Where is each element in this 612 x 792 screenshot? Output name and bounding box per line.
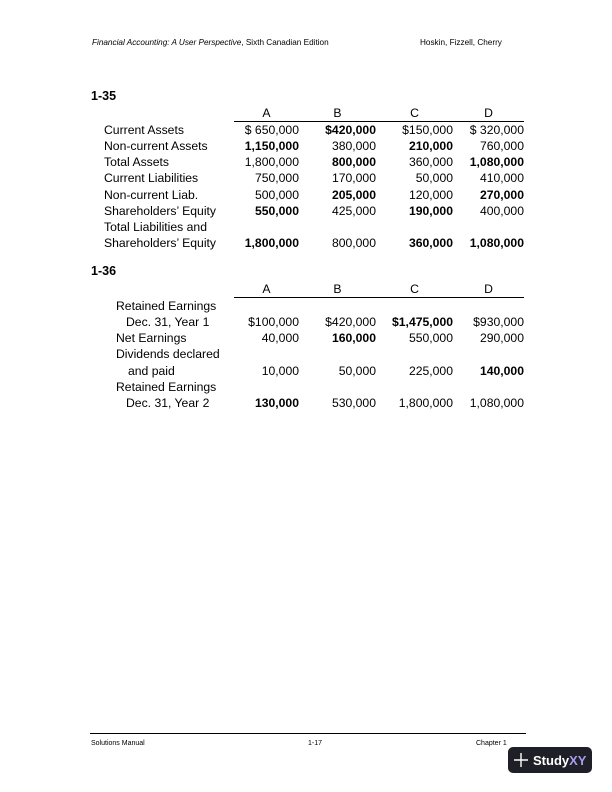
cell-value: 120,000 [408, 187, 453, 202]
cell-value: 50,000 [338, 363, 376, 378]
cell-value: 270,000 [479, 187, 524, 202]
footer-chapter: Chapter 1 [476, 740, 507, 747]
cell-value: $1,475,000 [392, 315, 453, 330]
footer-page-number: 1-17 [308, 740, 323, 747]
row-label: Shareholders’ Equity [104, 235, 217, 250]
table-row [104, 362, 524, 378]
book-edition: , Sixth Canadian Edition [241, 38, 329, 47]
problem-1-36-table [104, 281, 524, 411]
footer-left: Solutions Manual [91, 740, 145, 747]
cell-value: 800,000 [331, 155, 376, 170]
column-header-a: A [234, 105, 299, 122]
cell-value: 40,000 [261, 331, 299, 346]
table-header-row [104, 105, 524, 122]
table-row [104, 395, 524, 411]
row-label: and paid [128, 363, 175, 378]
row-label: Non-current Assets [104, 139, 208, 154]
row-label: Net Earnings [116, 331, 187, 346]
running-header-title [92, 38, 329, 47]
cell-value: $930,000 [473, 315, 524, 330]
table-header-row [104, 281, 524, 298]
running-header-authors: Hoskin, Fizzell, Cherry [420, 38, 502, 47]
book-title: Financial Accounting: A User Perspective [92, 38, 242, 47]
cell-value: 550,000 [408, 331, 453, 346]
cell-value: 360,000 [408, 235, 453, 250]
row-label: Current Liabilities [104, 171, 199, 186]
cell-value: 190,000 [408, 203, 453, 218]
column-header-c: C [376, 105, 453, 122]
footer-divider [90, 733, 526, 734]
cell-value: 800,000 [331, 235, 376, 250]
table-row [104, 235, 524, 251]
row-label: Current Assets [104, 123, 184, 138]
table-row [104, 203, 524, 219]
row-label: Retained Earnings [116, 299, 217, 314]
cell-value: 1,800,000 [244, 235, 299, 250]
cell-value: 1,080,000 [469, 235, 524, 250]
row-label: Shareholders’ Equity [104, 203, 217, 218]
cell-value: 360,000 [408, 155, 453, 170]
cell-value: 550,000 [254, 203, 299, 218]
table-row [104, 346, 524, 362]
cell-value: $420,000 [325, 315, 376, 330]
cell-value: 170,000 [331, 171, 376, 186]
cell-value: 10,000 [261, 363, 299, 378]
table-row [104, 379, 524, 395]
cell-value: 1,150,000 [244, 139, 299, 154]
cell-value: 1,080,000 [469, 395, 524, 410]
cell-value: 290,000 [479, 331, 524, 346]
column-header-b: B [299, 281, 376, 298]
row-label: Total Assets [104, 155, 170, 170]
cell-value: 400,000 [479, 203, 524, 218]
cell-value: 380,000 [331, 139, 376, 154]
table-row [104, 314, 524, 330]
problem-1-35-title: 1-35 [91, 89, 117, 103]
cell-value: 500,000 [254, 187, 299, 202]
cell-value: 425,000 [331, 203, 376, 218]
row-label: Dec. 31, Year 2 [126, 395, 210, 410]
cell-value: 530,000 [331, 395, 376, 410]
table-row [104, 170, 524, 186]
column-header-a: A [234, 281, 299, 298]
cell-value: 1,800,000 [244, 155, 299, 170]
cell-value: 140,000 [479, 363, 524, 378]
cell-value: $100,000 [248, 315, 299, 330]
brand-xy: XY [569, 752, 587, 768]
table-row [104, 154, 524, 170]
cell-value: 225,000 [408, 363, 453, 378]
cell-value: 50,000 [415, 171, 453, 186]
plus-cross-icon [514, 753, 528, 767]
cell-value: $ 320,000 [469, 123, 524, 138]
cell-value: $ 650,000 [244, 123, 299, 138]
cell-value: 130,000 [254, 395, 299, 410]
row-label: Dividends declared [116, 347, 220, 362]
table-row [104, 298, 524, 315]
cell-value: $150,000 [402, 123, 453, 138]
cell-value: 410,000 [479, 171, 524, 186]
cell-value: 210,000 [408, 139, 453, 154]
row-label: Total Liabilities and [104, 219, 207, 234]
table-row [104, 219, 524, 235]
row-label: Non-current Liab. [104, 187, 199, 202]
cell-value: 160,000 [331, 331, 376, 346]
cell-value: 205,000 [331, 187, 376, 202]
brand-study: Study [533, 752, 570, 768]
studyxy-badge[interactable] [508, 747, 592, 773]
cell-value: $420,000 [325, 123, 376, 138]
column-header-d: D [453, 281, 524, 298]
problem-1-35-table [104, 105, 524, 251]
column-header-c: C [376, 281, 453, 298]
cell-value: 760,000 [479, 139, 524, 154]
cell-value: 1,800,000 [398, 395, 453, 410]
column-header-d: D [453, 105, 524, 122]
table-row [104, 186, 524, 202]
problem-1-36-title: 1-36 [91, 264, 117, 278]
cell-value: 750,000 [254, 171, 299, 186]
column-header-b: B [299, 105, 376, 122]
table-row [104, 330, 524, 346]
row-label: Dec. 31, Year 1 [126, 315, 210, 330]
table-row [104, 138, 524, 154]
cell-value: 1,080,000 [469, 155, 524, 170]
table-row [104, 122, 524, 139]
row-label: Retained Earnings [116, 379, 217, 394]
